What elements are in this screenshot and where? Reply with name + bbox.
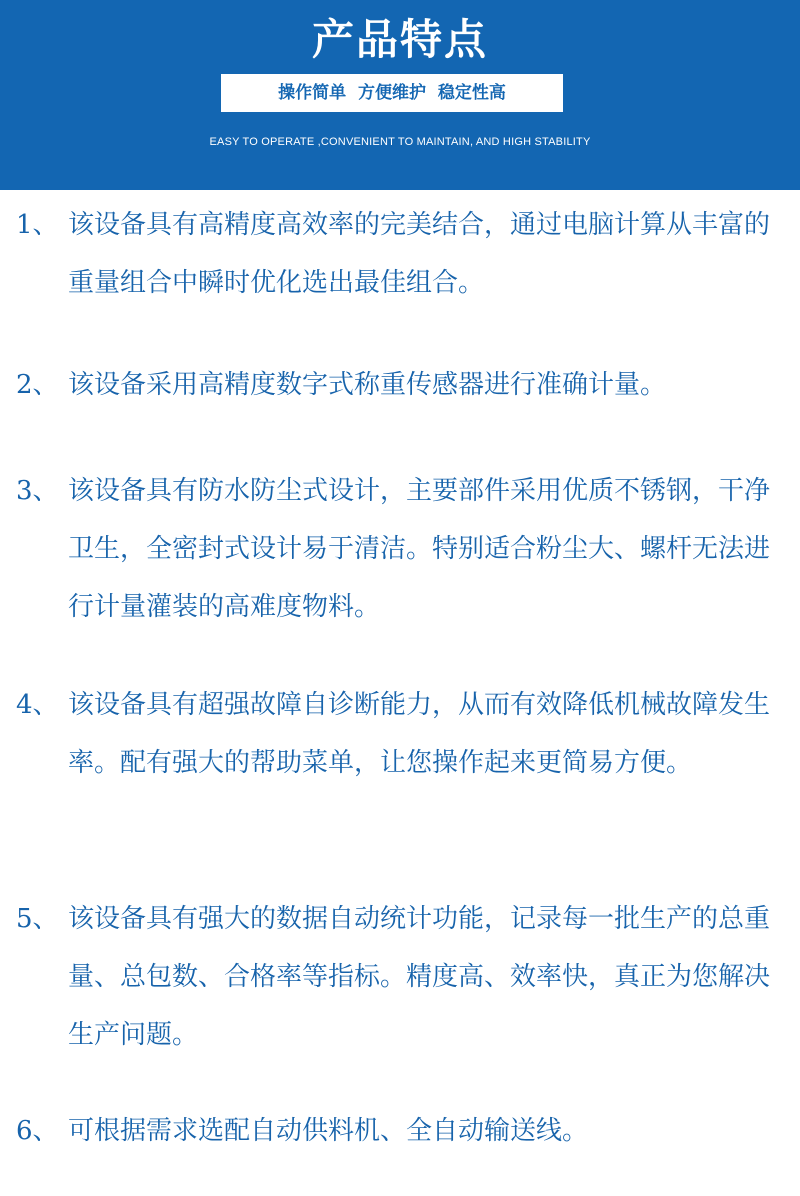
english-tagline: EASY TO OPERATE ,CONVENIENT TO MAINTAIN, AND HIGH STABILITY [209, 136, 591, 148]
header-banner [0, 0, 800, 190]
feature-number: 3、 [16, 476, 59, 506]
page-title: 产品特点 [311, 15, 488, 64]
subtitle-box: 操作简单 方便维护 稳定性高 [221, 74, 563, 112]
feature-number: 6、 [16, 1116, 59, 1146]
feature-text: 该设备具有高精度高效率的完美结合，通过电脑计算从丰富的重量组合中瞬时优化选出最佳组合。 [68, 210, 771, 298]
feature-text: 该设备具有超强故障自诊断能力，从而有效降低机械故障发生率。配有强大的帮助菜单，让您操作起来更简易方便。 [68, 690, 771, 778]
feature-number: 4、 [16, 690, 59, 720]
feature-number: 1、 [16, 210, 59, 240]
feature-text: 该设备采用高精度数字式称重传感器进行准确计量。 [68, 370, 667, 400]
feature-text: 该设备具有强大的数据自动统计功能，记录每一批生产的总重量、总包数、合格率等指标。精度高、效率快，真正为您解决生产问题。 [68, 904, 771, 1050]
feature-number: 2、 [16, 370, 59, 400]
feature-number: 5、 [16, 904, 59, 934]
feature-text: 可根据需求选配自动供料机、全自动输送线。 [68, 1116, 589, 1146]
feature-text: 该设备具有防水防尘式设计，主要部件采用优质不锈钢，干净卫生，全密封式设计易于清洁。特别适合粉尘大、螺杆无法进行计量灌装的高难度物料。 [68, 476, 771, 622]
